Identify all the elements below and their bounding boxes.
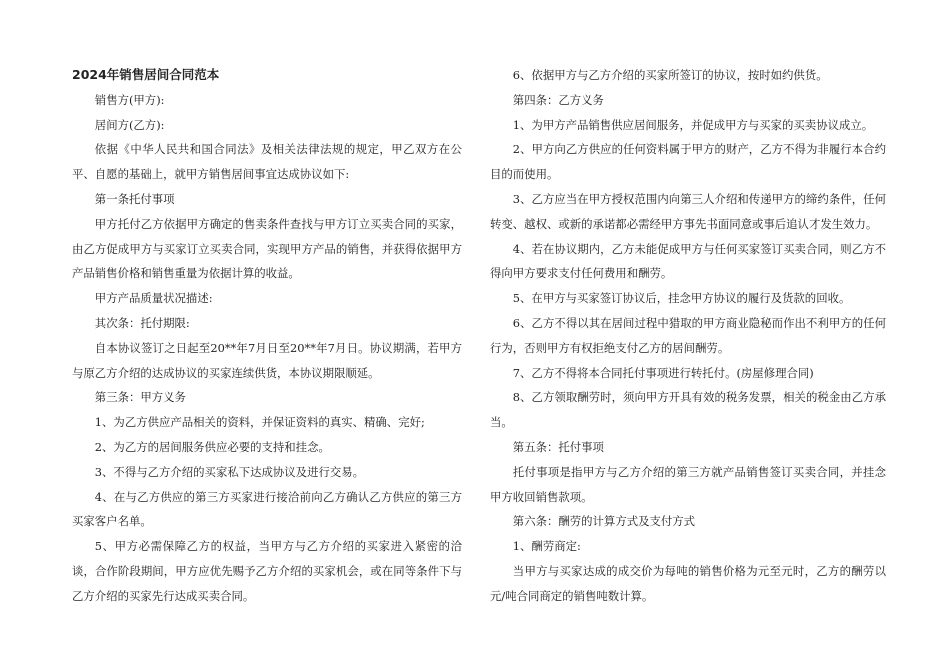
paragraph: 自本协议签订之日起至20**年7月日至20**年7月日。协议期满，若甲方与原乙方介绍的达成协议的买家连续供货，本协议期限顺延。 [72, 340, 462, 380]
paragraph: 当甲方与买家达成的成交价为每吨的销售价格为元至元时，乙方的酬劳以元/吨合同商定的销售吨数计算。 [490, 563, 886, 603]
left-column-body [72, 88, 462, 609]
paragraph: 6、乙方不得以其在居间过程中猎取的甲方商业隐秘而作出不利甲方的任何行为，否则甲方有权拒绝支付乙方的居间酬劳。 [490, 315, 886, 355]
paragraph: 2、为乙方的居间服务供应必要的支持和挂念。 [94, 439, 330, 454]
right-column-body [490, 63, 886, 609]
paragraph: 第五条：托付事项 [512, 439, 604, 454]
paragraph: 7、乙方不得将本合同托付事项进行转托付。(房屋修理合同) [512, 365, 814, 380]
paragraph: 依据《中华人民共和国合同法》及相关法律法规的规定，甲乙双方在公平、自愿的基础上，就甲方销售居间事宜达成协议如下: [72, 142, 462, 182]
paragraph: 其次条：托付期限: [94, 315, 190, 330]
paragraph: 1、为乙方供应产品相关的资料，并保证资料的真实、精确、完好; [94, 415, 425, 430]
left-column [72, 63, 462, 609]
paragraph: 4、在与乙方供应的第三方买家进行接洽前向乙方确认乙方供应的第三方买家客户名单。 [72, 489, 462, 529]
paragraph: 1、为甲方产品销售供应居间服务，并促成甲方与买家的买卖协议成立。 [512, 117, 874, 132]
paragraph: 第一条托付事项 [94, 191, 175, 206]
paragraph: 4、若在协议期内，乙方未能促成甲方与任何买家签订买卖合同，则乙方不得向甲方要求支付任何费用和酬劳。 [490, 241, 886, 281]
paragraph: 2、甲方向乙方供应的任何资料属于甲方的财产，乙方不得为非履行本合约目的而使用。 [490, 142, 886, 182]
paragraph: 5、在甲方与买家签订协议后，挂念甲方协议的履行及货款的回收。 [512, 291, 851, 306]
paragraph: 第三条：甲方义务 [94, 390, 186, 405]
document-title: 2024年销售居间合同范本 [72, 67, 220, 82]
paragraph: 第四条：乙方义务 [512, 92, 604, 107]
paragraph: 6、依据甲方与乙方介绍的买家所签订的协议，按时如约供货。 [512, 68, 828, 82]
paragraph: 甲方托付乙方依据甲方确定的售卖条件查找与甲方订立买卖合同的买家，由乙方促成甲方与买家订立买卖合同，实现甲方产品的销售，并获得依据甲方产品销售价格和销售重量为依据计算的收益。 [72, 216, 462, 281]
paragraph: 第六条：酬劳的计算方式及支付方式 [512, 514, 696, 529]
paragraph: 3、乙方应当在甲方授权范围内向第三人介绍和传递甲方的缔约条件，任何转变、越权、或新的承诺都必需经甲方事先书面同意或事后追认才发生效力。 [490, 191, 886, 231]
paragraph: 销售方(甲方): [94, 92, 165, 107]
paragraph: 8、乙方领取酬劳时，须向甲方开具有效的税务发票，相关的税金由乙方承当。 [490, 390, 886, 430]
paragraph: 居间方(乙方): [94, 117, 165, 132]
paragraph: 3、不得与乙方介绍的买家私下达成协议及进行交易。 [94, 464, 365, 479]
paragraph: 甲方产品质量状况描述: [94, 291, 213, 306]
right-column [490, 63, 886, 609]
paragraph: 5、甲方必需保障乙方的权益，当甲方与乙方介绍的买家进入紧密的洽谈，合作阶段期间，甲方应优先赐予乙方介绍的买家机会，或在同等条件下与乙方介绍的买家先行达成买卖合同。 [72, 539, 462, 603]
paragraph: 1、酬劳商定: [512, 539, 581, 554]
paragraph: 托付事项是指甲方与乙方介绍的第三方就产品销售签订买卖合同，并挂念甲方收回销售款项。 [490, 464, 886, 504]
